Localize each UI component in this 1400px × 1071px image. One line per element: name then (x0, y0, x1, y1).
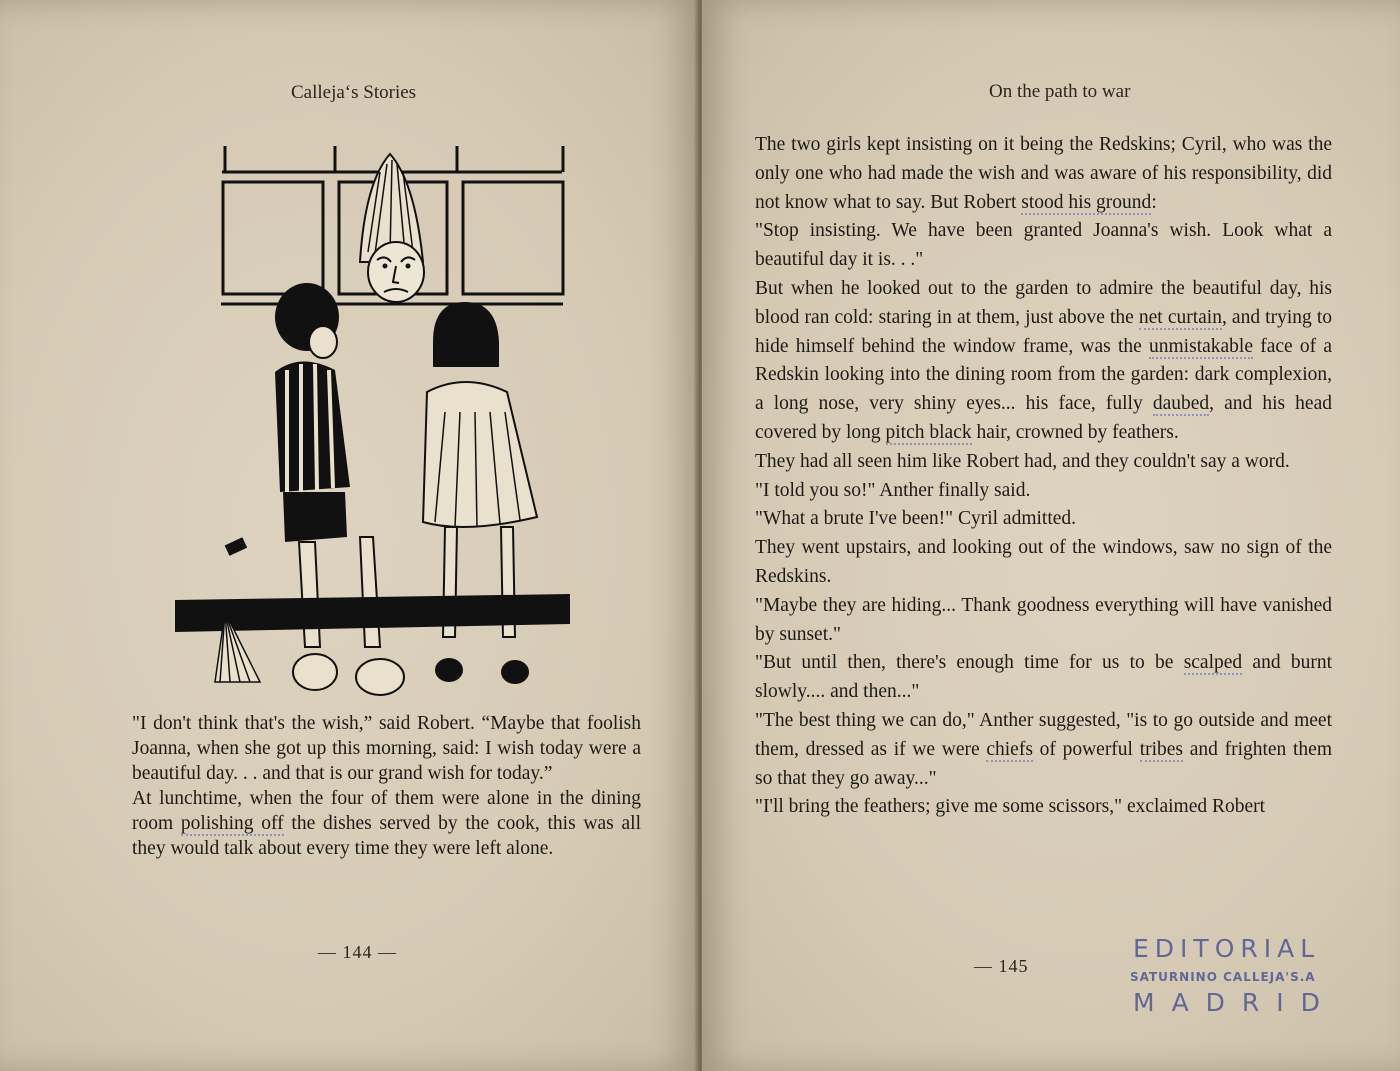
paragraph: They went upstairs, and looking out of the windows, saw no sign of the Redskins. (755, 537, 1332, 587)
right-body-text (755, 131, 1332, 822)
paragraph: "What a brute I've been!" Cyril admitted. (755, 508, 1077, 530)
glossary-term[interactable]: tribes (1139, 738, 1184, 760)
glossary-term[interactable]: net curtain (1138, 306, 1222, 328)
illustration-children-at-window (165, 142, 585, 697)
left-body-text (132, 711, 641, 861)
glossary-term[interactable]: pitch black (885, 421, 972, 443)
glossary-term[interactable]: scalped (1183, 652, 1243, 674)
glossary-term[interactable]: stood his ground (1021, 191, 1152, 213)
redskin-face-icon (360, 154, 424, 302)
paragraph: "The best thing we can do," Anther suggested, "is to go outside and meet them, dressed as if we were chiefs of powerful tribes and frighten them so that they go away..." (755, 709, 1333, 789)
right-page (702, 0, 1400, 1071)
glossary-term[interactable]: unmistakable (1149, 335, 1253, 357)
stamp-line-3: MADRID (1133, 988, 1337, 1017)
paragraph: "I told you so!" Anther finally said. (755, 479, 1031, 501)
paragraph: "I don't think that's the wish,” said Robert. “Maybe that foolish Joanna, when she got up this morning, said: I wish today were a beautiful day. . . and that is our grand wish for today.” (132, 713, 641, 784)
paragraph: The two girls kept insisting on it being the Redskins; Cyril, who was the only one who had made the wish and was aware of his responsibility, did not know what to say. But Robert stood his ground: (755, 134, 1332, 213)
paragraph: "Maybe they are hiding... Thank goodness everything will have vanished by sunset." (755, 594, 1332, 645)
paragraph: At lunchtime, when the four of them were alone in the dining room polishing off the dishes served by the cook, this was all they would talk about every time they were left alone. (132, 788, 641, 859)
paragraph: They had all seen him like Robert had, and they couldn't say a word. (755, 450, 1290, 472)
publisher-stamp (1130, 932, 1340, 1024)
glossary-term[interactable]: polishing off (180, 813, 284, 834)
glossary-term[interactable]: chiefs (986, 738, 1033, 760)
left-page (0, 0, 698, 1071)
glossary-term[interactable]: daubed (1152, 393, 1210, 415)
paragraph: But when he looked out to the garden to admire the beautiful day, his blood ran cold: staring in at them, just above the net curtain, and trying to hide himself behind the window frame, was the unmistakable face of a Redskin looking into the dining room from the garden: dark complexion, a long nose, very shiny eyes... his face, fully daubed, and his head covered by long pitch black hair, crowned by feathers. (755, 277, 1333, 443)
boy-figure (275, 283, 404, 695)
paragraph: "I'll bring the feathers; give me some scissors," exclaimed Robert (755, 796, 1266, 818)
girl-figure (423, 302, 537, 684)
stamp-line-2: SATURNINO CALLEJA'S.A (1130, 970, 1316, 984)
stamp-line-1: EDITORIAL (1133, 934, 1321, 963)
right-running-head: On the path to war (989, 81, 1131, 102)
paragraph: "Stop insisting. We have been granted Joanna's wish. Look what a beautiful day it is. . ." (755, 220, 1332, 271)
right-page-number: — 145 (974, 956, 1029, 976)
left-running-head: Calleja‘s Stories (291, 82, 417, 103)
left-page-number: — 144 — (318, 942, 397, 962)
paragraph: "But until then, there's enough time for us to be scalped and burnt slowly.... and then..." (755, 652, 1332, 703)
